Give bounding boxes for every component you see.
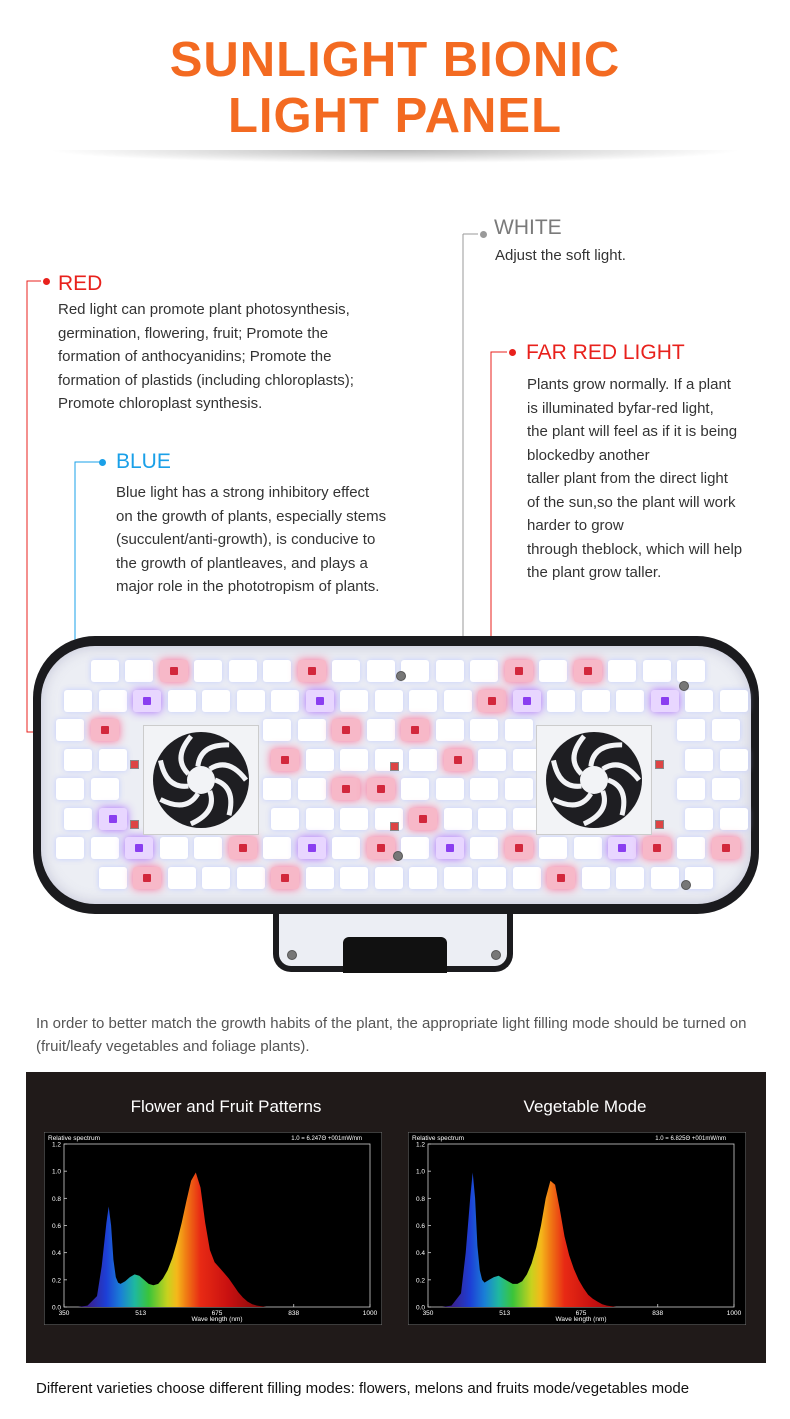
- white-led: [64, 749, 92, 771]
- red-led: [332, 778, 360, 800]
- white-led: [513, 867, 541, 889]
- white-led: [677, 837, 705, 859]
- white-led: [616, 690, 644, 712]
- white-led: [685, 690, 713, 712]
- x-tick-label: 350: [422, 1310, 434, 1317]
- screw-icon: [681, 880, 691, 890]
- spectrum-chart-flower-fruit: [44, 1132, 382, 1325]
- red-led: [505, 660, 533, 682]
- white-led: [720, 808, 748, 830]
- white-led: [271, 690, 299, 712]
- white-led: [505, 778, 533, 800]
- far-red-line: the plant grow taller.: [527, 564, 662, 581]
- white-led: [64, 808, 92, 830]
- white-led: [539, 660, 567, 682]
- white-led: [306, 808, 334, 830]
- x-tick-label: 513: [135, 1310, 147, 1317]
- red-led: [574, 660, 602, 682]
- white-led: [677, 778, 705, 800]
- white-led: [332, 660, 360, 682]
- white-led: [470, 719, 498, 741]
- blue-led: [651, 690, 679, 712]
- red-led: [367, 778, 395, 800]
- y-tick-label: 1.0: [51, 1168, 61, 1176]
- scale-note: 1.0 = 6.825Θ +001mW/nm: [655, 1136, 726, 1142]
- blue-led: [99, 808, 127, 830]
- white-led: [340, 690, 368, 712]
- white-led: [539, 837, 567, 859]
- white-led: [478, 749, 506, 771]
- white-led: [401, 778, 429, 800]
- white-led: [574, 837, 602, 859]
- white-led: [685, 749, 713, 771]
- y-tick-label: 0.8: [51, 1195, 61, 1203]
- blue-led: [513, 690, 541, 712]
- y-tick-label: 0.4: [415, 1250, 425, 1258]
- white-heading: WHITE: [494, 216, 562, 239]
- far-red-line: Plants grow normally. If a plant: [527, 376, 731, 393]
- red-led: [444, 749, 472, 771]
- screw-icon: [393, 851, 403, 861]
- white-led: [677, 719, 705, 741]
- far-red-line: through theblock, which will help: [527, 540, 743, 558]
- blue-led: [133, 690, 161, 712]
- white-led: [582, 690, 610, 712]
- red-led: [643, 837, 671, 859]
- white-led: [237, 867, 265, 889]
- white-led: [263, 660, 291, 682]
- chart-title: Vegetable Mode: [523, 1097, 647, 1116]
- white-description: Adjust the soft light.: [495, 247, 626, 264]
- cooling-fan-icon: [143, 725, 259, 835]
- red-led: [547, 867, 575, 889]
- red-led: [298, 660, 326, 682]
- red-led: [160, 660, 188, 682]
- white-led: [582, 867, 610, 889]
- white-led: [436, 660, 464, 682]
- driver-chip: [130, 760, 139, 769]
- y-tick-label: 0.2: [415, 1277, 425, 1285]
- y-tick-label: 0.6: [51, 1223, 61, 1230]
- white-led: [298, 719, 326, 741]
- y-tick-label: 1.0: [415, 1168, 425, 1176]
- white-led: [168, 867, 196, 889]
- white-led: [298, 778, 326, 800]
- y-axis-label: Relative spectrum: [412, 1135, 465, 1142]
- y-axis-label: Relative spectrum: [48, 1135, 101, 1142]
- scale-note: 1.0 = 6.247Θ +001mW/nm: [291, 1136, 362, 1142]
- cooling-fan-icon: [536, 725, 652, 835]
- white-led: [401, 837, 429, 859]
- white-led: [367, 660, 395, 682]
- x-tick-label: 675: [211, 1310, 223, 1317]
- driver-chip: [655, 820, 664, 829]
- red-led: [229, 837, 257, 859]
- red-led: [367, 837, 395, 859]
- white-led: [194, 660, 222, 682]
- red-line: germination, flowering, fruit; Promote the: [58, 324, 329, 342]
- white-led: [263, 719, 291, 741]
- driver-chip: [390, 822, 399, 831]
- blue-heading: BLUE: [116, 450, 171, 473]
- white-led: [547, 690, 575, 712]
- y-tick-label: 0.8: [415, 1195, 425, 1203]
- blue-led: [436, 837, 464, 859]
- red-led: [409, 808, 437, 830]
- white-led: [229, 660, 257, 682]
- red-line: Promote chloroplast synthesis.: [58, 395, 263, 412]
- x-tick-label: 675: [575, 1310, 587, 1317]
- spectrum-chart-vegetable: [408, 1132, 746, 1325]
- white-led: [712, 778, 740, 800]
- white-led: [409, 749, 437, 771]
- white-led: [340, 808, 368, 830]
- white-led: [444, 867, 472, 889]
- y-tick-label: 0.0: [415, 1304, 425, 1312]
- mode-caption: In order to better match the growth habits of the plant, the appropriate light filling mode should be turned on (fruit/leafy vegetables and foliage plants).: [36, 1015, 747, 1055]
- white-led: [263, 837, 291, 859]
- white-led: [470, 660, 498, 682]
- x-tick-label: 838: [288, 1310, 300, 1317]
- white-led: [56, 719, 84, 741]
- y-tick-label: 0.2: [51, 1277, 61, 1285]
- white-led: [478, 808, 506, 830]
- far-red-heading: FAR RED LIGHT: [526, 341, 685, 364]
- white-led: [720, 749, 748, 771]
- blue-line: (succulent/anti-growth), is conducive to: [116, 531, 376, 548]
- white-led: [685, 808, 713, 830]
- white-led: [99, 690, 127, 712]
- white-led: [436, 719, 464, 741]
- white-led: [263, 778, 291, 800]
- white-led: [91, 778, 119, 800]
- white-led: [616, 867, 644, 889]
- white-led: [444, 690, 472, 712]
- white-led: [168, 690, 196, 712]
- red-led: [478, 690, 506, 712]
- white-led: [340, 867, 368, 889]
- white-led: [444, 808, 472, 830]
- white-led: [712, 719, 740, 741]
- y-tick-label: 1.2: [415, 1141, 425, 1149]
- far-red-line: blockedby another: [527, 446, 650, 464]
- white-led: [194, 837, 222, 859]
- x-tick-label: 1000: [726, 1310, 742, 1317]
- white-led: [56, 778, 84, 800]
- far-red-line: of the sun,so the plant will work: [527, 493, 736, 511]
- y-tick-label: 1.2: [51, 1141, 61, 1149]
- fan-grille: [144, 726, 258, 834]
- white-led: [202, 867, 230, 889]
- white-led: [608, 660, 636, 682]
- x-tick-label: 838: [652, 1310, 664, 1317]
- white-led: [409, 690, 437, 712]
- red-led: [505, 837, 533, 859]
- blue-led: [306, 690, 334, 712]
- red-led: [91, 719, 119, 741]
- white-led: [340, 749, 368, 771]
- blue-line: the growth of plantleaves, and plays a: [116, 554, 368, 572]
- driver-chip: [655, 760, 664, 769]
- white-led: [720, 690, 748, 712]
- white-led: [470, 837, 498, 859]
- blue-line: on the growth of plants, especially stems: [116, 507, 387, 525]
- x-tick-label: 1000: [362, 1310, 378, 1317]
- far-red-line: is illuminated byfar-red light,: [527, 399, 714, 417]
- screw-icon: [396, 671, 406, 681]
- red-led: [271, 867, 299, 889]
- fan-hub: [580, 766, 608, 794]
- white-led: [470, 778, 498, 800]
- chart-title: Flower and Fruit Patterns: [130, 1097, 322, 1116]
- title-line-2: LIGHT PANEL: [227, 89, 563, 143]
- white-led: [306, 867, 334, 889]
- white-led: [91, 660, 119, 682]
- y-tick-label: 0.4: [51, 1250, 61, 1258]
- white-led: [64, 690, 92, 712]
- modes-footer: Different varieties choose different filling modes: flowers, melons and fruits mode/vegetables mode: [36, 1380, 690, 1397]
- white-led: [99, 867, 127, 889]
- white-led: [367, 719, 395, 741]
- y-tick-label: 0.6: [415, 1223, 425, 1230]
- red-heading: RED: [58, 272, 103, 295]
- red-led: [332, 719, 360, 741]
- blue-line: Blue light has a strong inhibitory effect: [116, 484, 370, 501]
- red-led: [712, 837, 740, 859]
- white-led: [99, 749, 127, 771]
- white-led: [237, 690, 265, 712]
- blue-led: [125, 837, 153, 859]
- blue-line: major role in the phototropism of plants.: [116, 578, 380, 595]
- far-red-line: the plant will feel as if it is being: [527, 423, 738, 440]
- x-axis-label: Wave length (nm): [555, 1316, 607, 1323]
- red-led: [271, 749, 299, 771]
- far-red-line: harder to grow: [527, 517, 624, 534]
- white-led: [505, 719, 533, 741]
- white-led: [409, 867, 437, 889]
- y-tick-label: 0.0: [51, 1304, 61, 1312]
- white-led: [125, 660, 153, 682]
- white-led: [160, 837, 188, 859]
- x-tick-label: 350: [58, 1310, 70, 1317]
- white-led: [643, 660, 671, 682]
- x-axis-label: Wave length (nm): [191, 1316, 243, 1323]
- red-line: Red light can promote plant photosynthesis,: [58, 301, 350, 318]
- red-line: formation of anthocyanidins; Promote the: [58, 348, 332, 365]
- white-led: [91, 837, 119, 859]
- red-led: [401, 719, 429, 741]
- white-led: [306, 749, 334, 771]
- white-led: [332, 837, 360, 859]
- white-led: [677, 660, 705, 682]
- red-led: [133, 867, 161, 889]
- screw-icon: [679, 681, 689, 691]
- white-led: [375, 867, 403, 889]
- blue-led: [298, 837, 326, 859]
- title-line-1: SUNLIGHT BIONIC: [169, 33, 621, 87]
- red-line: formation of plastids (including chloroplasts);: [58, 371, 354, 389]
- white-led: [56, 837, 84, 859]
- white-led: [375, 690, 403, 712]
- fan-hub: [187, 766, 215, 794]
- x-tick-label: 513: [499, 1310, 511, 1317]
- fan-grille: [537, 726, 651, 834]
- white-led: [271, 808, 299, 830]
- white-led: [436, 778, 464, 800]
- driver-chip: [130, 820, 139, 829]
- far-red-line: taller plant from the direct light: [527, 470, 728, 487]
- blue-led: [608, 837, 636, 859]
- white-led: [478, 867, 506, 889]
- white-led: [651, 867, 679, 889]
- driver-chip: [390, 762, 399, 771]
- white-led: [202, 690, 230, 712]
